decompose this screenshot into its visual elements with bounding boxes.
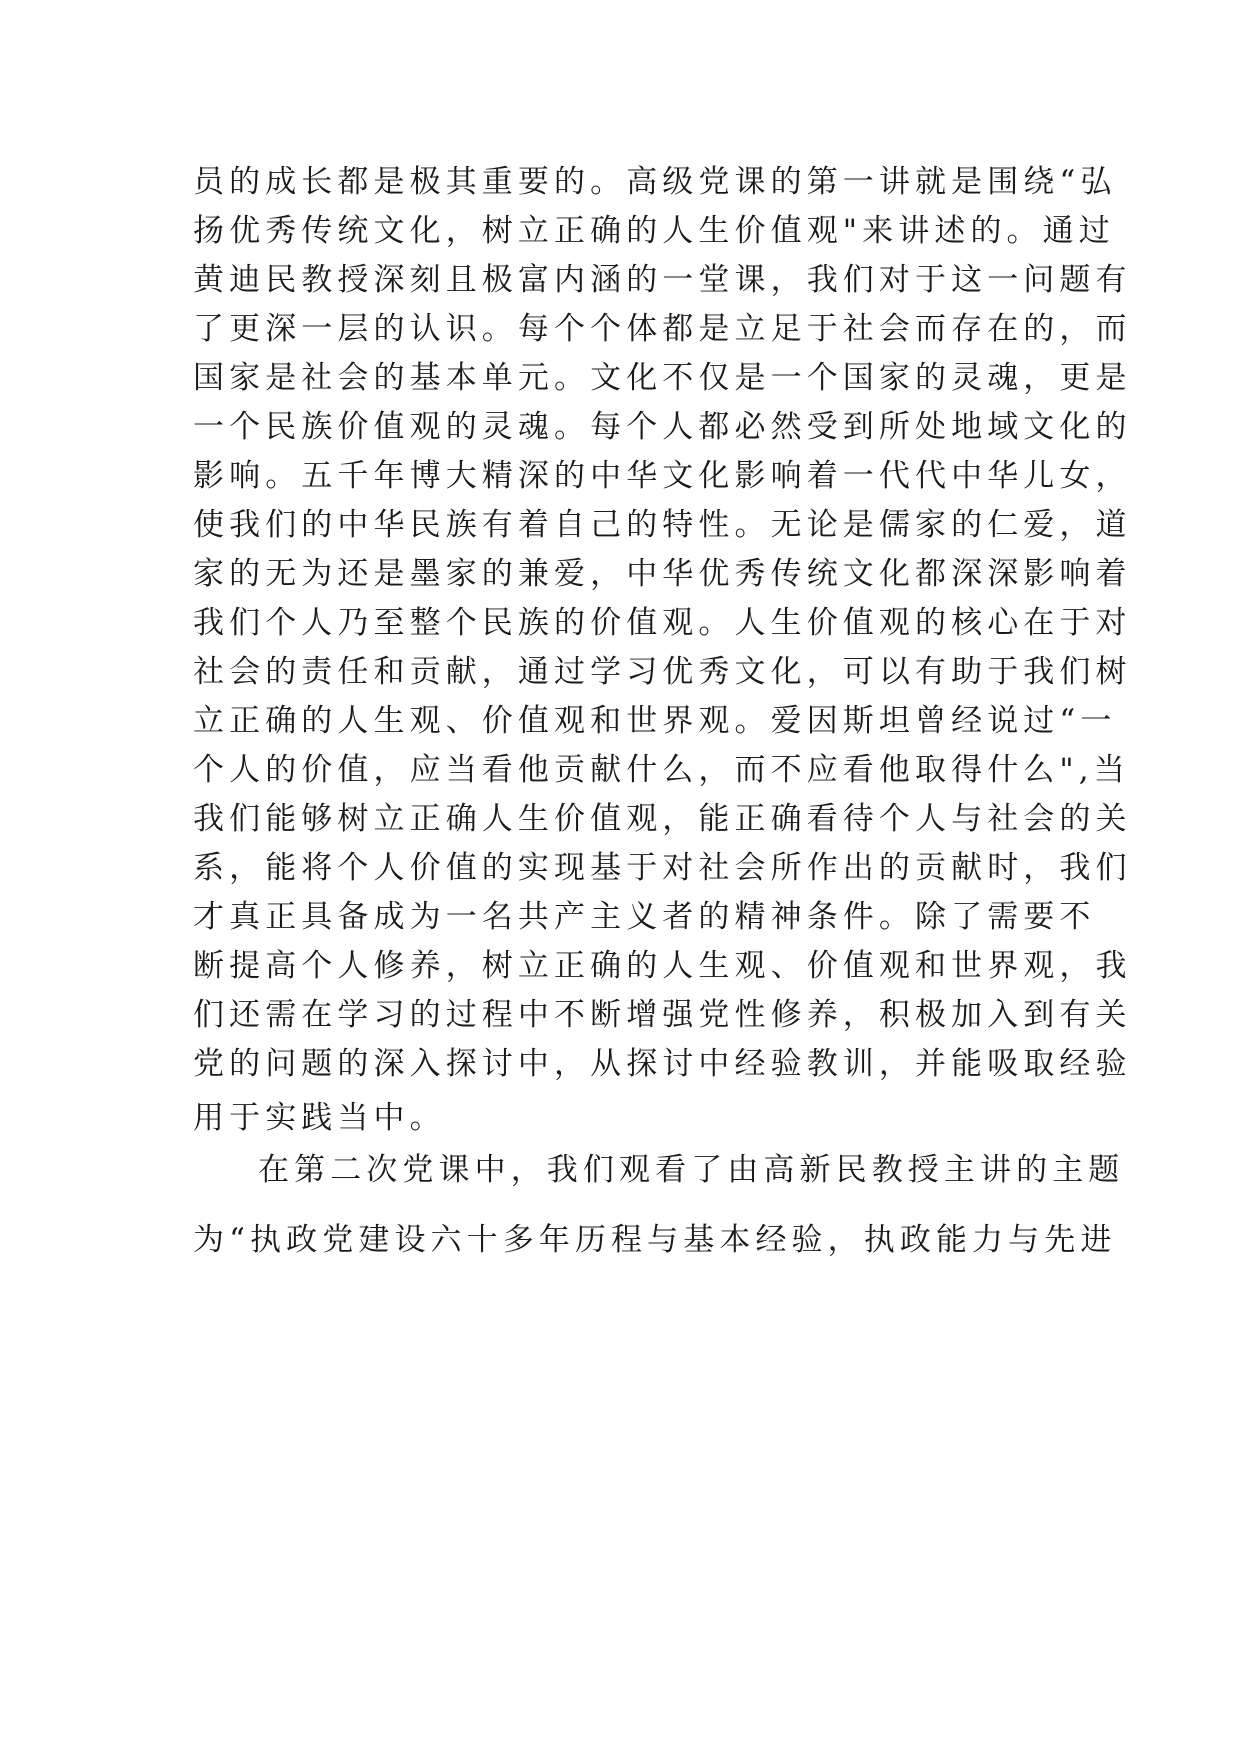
text-line: 我们能够树立正确人生价值观，能正确看待个人与社会的关 [193, 801, 1132, 837]
text-line: 国家是社会的基本单元。文化不仅是一个国家的灵魂，更是 [193, 360, 1132, 396]
text-line: 才真正具备成为一名共产主义者的精神条件。除了需要不 [193, 899, 1096, 935]
text-line: 系，能将个人价值的实现基于对社会所作出的贡献时，我们 [193, 850, 1132, 886]
text-line: 断提高个人修养，树立正确的人生观、价值观和世界观，我 [193, 948, 1132, 984]
text-line: 社会的责任和贡献，通过学习优秀文化，可以有助于我们树 [193, 654, 1132, 690]
text-line: 党的问题的深入探讨中，从探讨中经验教训，并能吸取经验 [193, 1046, 1132, 1082]
text-line: 用于实践当中。 [193, 1100, 446, 1136]
text-line: 黄迪民教授深刻且极富内涵的一堂课，我们对于这一问题有 [193, 262, 1132, 298]
text-line: 家的无为还是墨家的兼爱，中华优秀传统文化都深深影响着 [193, 556, 1132, 592]
text-line: 扬优秀传统文化，树立正确的人生价值观"来讲述的。通过 [193, 213, 1115, 249]
text-line: 使我们的中华民族有着自己的特性。无论是儒家的仁爱，道 [193, 507, 1132, 543]
text-line: 个人的价值，应当看他贡献什么，而不应看他取得什么",当 [193, 752, 1130, 788]
text-line: 影响。五千年博大精深的中华文化影响着一代代中华儿女， [193, 458, 1132, 494]
text-line: 们还需在学习的过程中不断增强党性修养，积极加入到有关 [193, 997, 1132, 1033]
text-line: 了更深一层的认识。每个个体都是立足于社会而存在的，而 [193, 311, 1132, 347]
text-line: 一个民族价值观的灵魂。每个人都必然受到所处地域文化的 [193, 409, 1132, 445]
text-line: 立正确的人生观、价值观和世界观。爱因斯坦曾经说过“一 [193, 703, 1117, 739]
text-line: 为“执政党建设六十多年历程与基本经验，执政能力与先进 [193, 1222, 1117, 1258]
text-line: 我们个人乃至整个民族的价值观。人生价值观的核心在于对 [193, 605, 1132, 641]
paragraph-first-line: 在第二次党课中，我们观看了由高新民教授主讲的主题 [258, 1152, 1125, 1188]
text-line: 员的成长都是极其重要的。高级党课的第一讲就是围绕“弘 [193, 164, 1117, 200]
